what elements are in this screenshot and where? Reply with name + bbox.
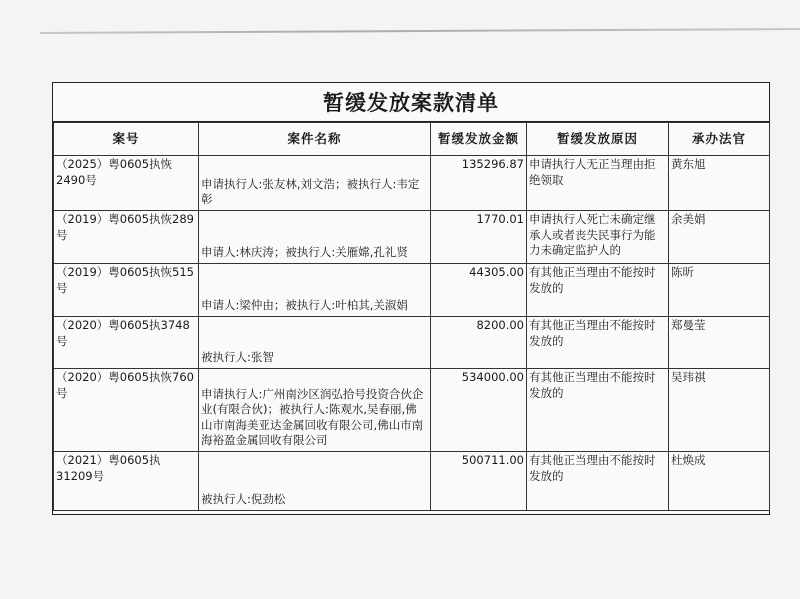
judge: 陈昕	[669, 264, 770, 317]
table-row	[54, 156, 770, 211]
reason: 有其他正当理由不能按时发放的	[527, 369, 669, 452]
case-no: （2019）粤0605执恢515号	[54, 264, 199, 317]
case-name: 申请人:梁仲由；被执行人:叶柏其,关淑娟	[201, 298, 408, 313]
case-name-cell	[199, 156, 431, 211]
reason: 有其他正当理由不能按时发放的	[527, 452, 669, 511]
table-row	[54, 317, 770, 369]
judge: 郑曼莹	[669, 317, 770, 369]
case-no: （2019）粤0605执恢289号	[54, 211, 199, 264]
header-judge: 承办法官	[669, 123, 770, 156]
header-case-name: 案件名称	[199, 123, 431, 156]
case-name-cell	[199, 264, 431, 317]
table-row	[54, 211, 770, 264]
case-no: （2020）粤0605执恢760号	[54, 369, 199, 452]
case-name: 申请人:林庆涛；被执行人:关雁嫦,孔礼贤	[201, 245, 408, 260]
scan-edge	[40, 28, 800, 34]
judge: 余美娟	[669, 211, 770, 264]
amount: 8200.00	[431, 317, 527, 369]
judge: 黄东旭	[669, 156, 770, 211]
amount: 44305.00	[431, 264, 527, 317]
case-name-cell	[199, 369, 431, 452]
case-no: （2021）粤0605执31209号	[54, 452, 199, 511]
case-no: （2025）粤0605执恢2490号	[54, 156, 199, 211]
case-name-cell	[199, 211, 431, 264]
document-sheet	[52, 82, 770, 515]
header-row	[54, 123, 770, 156]
amount: 1770.01	[431, 211, 527, 264]
header-amount: 暂缓发放金额	[431, 123, 527, 156]
amount: 135296.87	[431, 156, 527, 211]
reason: 有其他正当理由不能按时发放的	[527, 264, 669, 317]
case-name: 被执行人:张智	[201, 350, 274, 365]
reason: 申请执行人死亡未确定继承人或者丧失民事行为能力未确定监护人的	[527, 211, 669, 264]
judge: 杜焕成	[669, 452, 770, 511]
case-table	[53, 122, 770, 511]
case-name: 申请执行人:广州南沙区润弘拾号投资合伙企业(有限合伙)；被执行人:陈观水,吴春丽,佛山市南海美亚达金属回收有限公司,佛山市南海裕盈金属回收有限公司	[201, 386, 424, 448]
amount: 500711.00	[431, 452, 527, 511]
reason: 申请执行人无正当理由拒绝领取	[527, 156, 669, 211]
table-row	[54, 264, 770, 317]
case-name: 申请执行人:张友林,刘文浩；被执行人:韦定彰	[201, 176, 420, 207]
table-row	[54, 369, 770, 452]
table-row	[54, 452, 770, 511]
amount: 534000.00	[431, 369, 527, 452]
case-name-cell	[199, 317, 431, 369]
case-no: （2020）粤0605执3748号	[54, 317, 199, 369]
reason: 有其他正当理由不能按时发放的	[527, 317, 669, 369]
document-title: 暂缓发放案款清单	[53, 83, 769, 122]
judge: 吴玮祺	[669, 369, 770, 452]
header-case-no: 案号	[54, 123, 199, 156]
case-name-cell	[199, 452, 431, 511]
header-reason: 暂缓发放原因	[527, 123, 669, 156]
case-name: 被执行人:倪劲松	[201, 492, 286, 507]
